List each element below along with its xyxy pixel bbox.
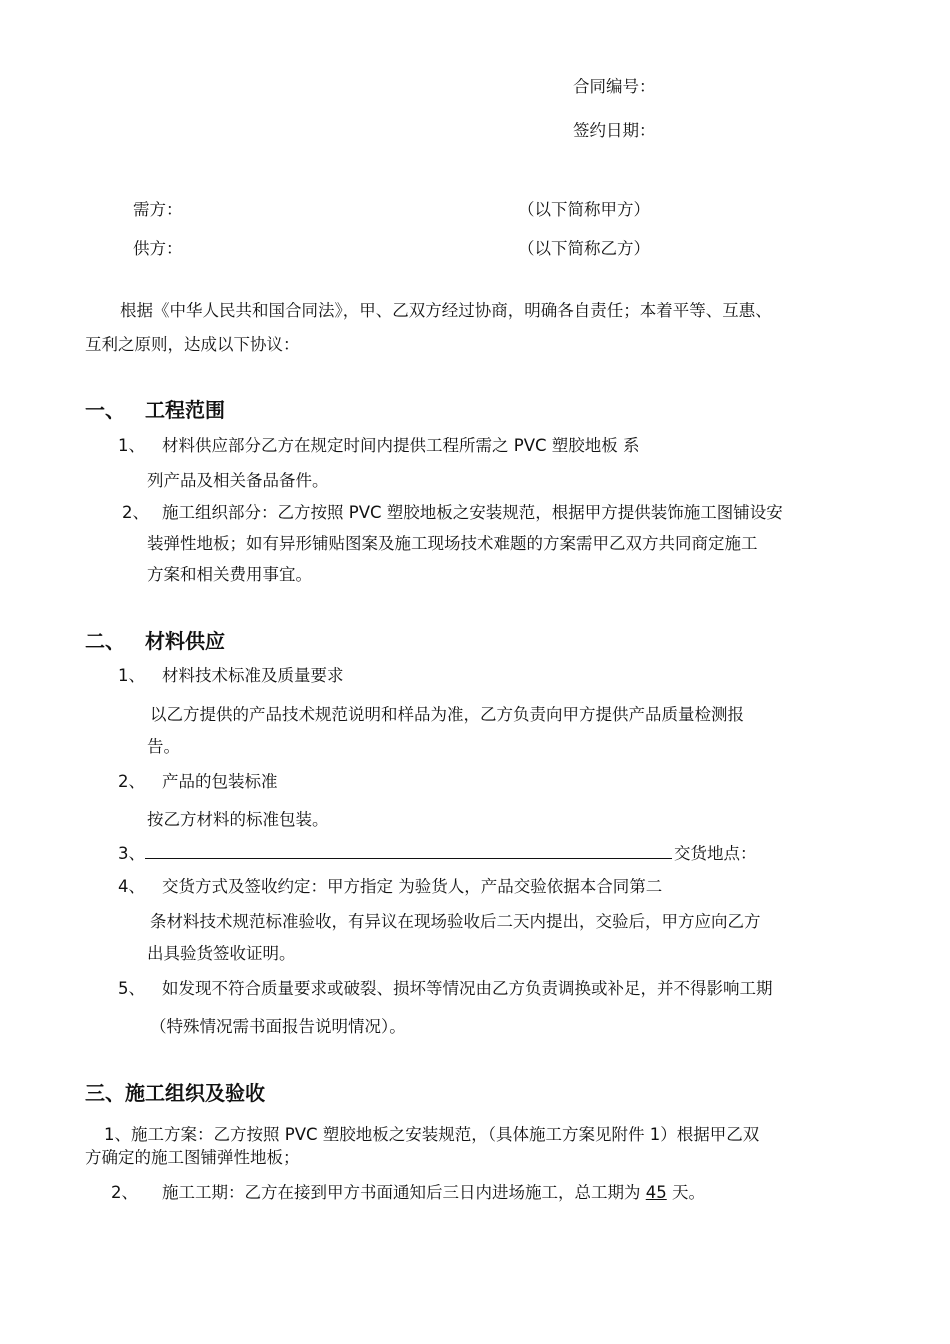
intro-line-2: 互利之原则，达成以下协议：	[85, 335, 300, 354]
supplier-alias: （以下简称乙方）	[518, 239, 650, 258]
s1-item-2-line-1: 施工组织部分：乙方按照 PVC 塑胶地板之安装规范，根据甲方提供装饰施工图铺设安	[162, 503, 783, 522]
s2-item-4-number: 4、	[118, 877, 145, 896]
delivery-location-blank	[145, 845, 672, 859]
s2-item-2-number: 2、	[118, 772, 145, 791]
s2-item-4-line-2: 条材料技术规范标准验收，有异议在现场验收后二天内提出，交验后，甲方应向乙方	[150, 912, 761, 931]
section-1-number: 一、	[85, 398, 125, 422]
section-1-title: 工程范围	[145, 398, 225, 422]
s3-item-1-line-1: 1、施工方案：乙方按照 PVC 塑胶地板之安装规范，（具体施工方案见附件 1）根据甲乙双	[104, 1125, 760, 1144]
s2-item-3-text: 交货地点：	[674, 844, 757, 863]
s2-item-1-title: 材料技术标准及质量要求	[162, 666, 344, 685]
s3-item-2-suffix: 天。	[672, 1183, 705, 1202]
s2-item-3-number: 3、	[118, 844, 145, 863]
s2-item-4-line-1: 交货方式及签收约定：甲方指定 为验货人，产品交验依据本合同第二	[162, 877, 663, 896]
s2-item-1-line-1: 以乙方提供的产品技术规范说明和样品为准，乙方负责向甲方提供产品质量检测报	[150, 705, 744, 724]
s2-item-2-title: 产品的包装标准	[162, 772, 278, 791]
s2-item-5-line-2: （特殊情况需书面报告说明情况）。	[150, 1017, 406, 1036]
s1-item-1-line-2: 列产品及相关备品备件。	[147, 471, 329, 490]
contract-number-label: 合同编号：	[573, 77, 656, 96]
section-3-title: 三、施工组织及验收	[85, 1081, 265, 1105]
s1-item-1-number: 1、	[118, 436, 145, 455]
s2-item-1-number: 1、	[118, 666, 145, 685]
s3-item-2-number: 2、	[111, 1183, 138, 1202]
s1-item-2-line-2: 装弹性地板；如有异形铺贴图案及施工现场技术难题的方案需甲乙双方共同商定施工	[147, 534, 758, 553]
s2-item-3	[118, 840, 757, 864]
section-2-number: 二、	[85, 629, 125, 653]
s2-item-5-line-1: 如发现不符合质量要求或破裂、损坏等情况由乙方负责调换或补足，并不得影响工期	[162, 979, 773, 998]
intro-line-1: 根据《中华人民共和国合同法》，甲、乙双方经过协商，明确各自责任；本着平等、互惠、	[120, 301, 772, 320]
buyer-label: 需方：	[133, 200, 183, 219]
sign-date-label: 签约日期：	[573, 121, 656, 140]
s2-item-5-number: 5、	[118, 979, 145, 998]
construction-days-value: 45	[645, 1183, 667, 1202]
s3-item-2-prefix: 施工工期：乙方在接到甲方书面通知后三日内进场施工，总工期为	[162, 1183, 641, 1202]
s2-item-2-line-1: 按乙方材料的标准包装。	[147, 810, 329, 829]
s3-item-1-line-2: 方确定的施工图铺弹性地板；	[85, 1148, 300, 1167]
section-2-title: 材料供应	[145, 629, 225, 653]
s2-item-1-line-2: 告。	[147, 737, 180, 756]
s1-item-2-number: 2、	[122, 503, 149, 522]
s1-item-2-line-3: 方案和相关费用事宜。	[147, 565, 312, 584]
supplier-label: 供方：	[133, 239, 183, 258]
s3-item-2	[162, 1179, 705, 1203]
s1-item-1-line-1: 材料供应部分乙方在规定时间内提供工程所需之 PVC 塑胶地板 系	[162, 436, 640, 455]
s2-item-4-line-3: 出具验货签收证明。	[147, 944, 296, 963]
buyer-alias: （以下简称甲方）	[518, 200, 650, 219]
